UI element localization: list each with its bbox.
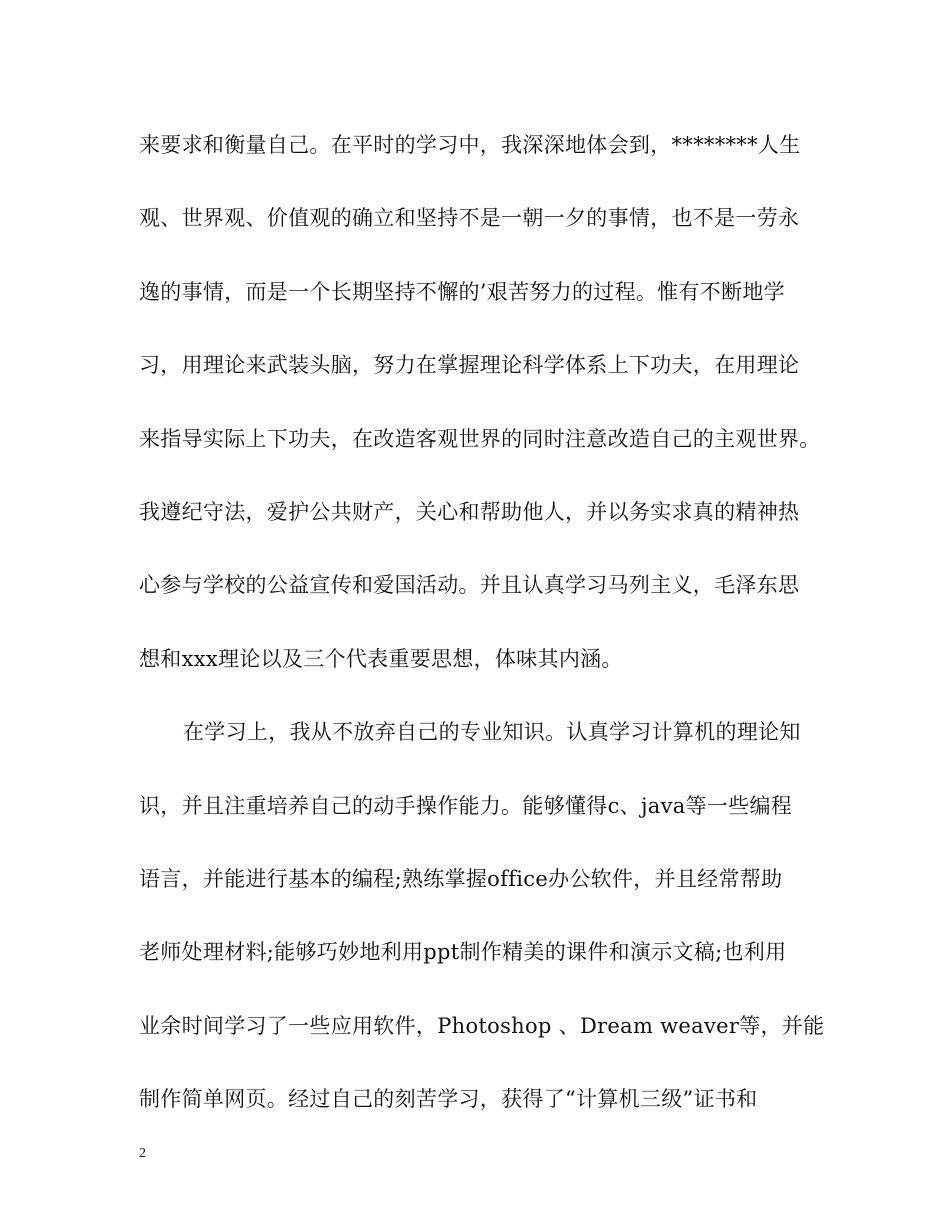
text-line: 心参与学校的公益宣传和爱国活动。并且认真学习马列主义，毛泽东思 xyxy=(139,573,800,598)
text-line: 想和xxx理论以及三个代表重要思想，体味其内涵。 xyxy=(139,646,623,671)
text-line: 语言，并能进行基本的编程;熟练掌握office办公软件，并且经常帮助 xyxy=(139,866,783,891)
text-line: 来要求和衡量自己。在平时的学习中，我深深地体会到，********人生 xyxy=(139,133,801,157)
page-number: 2 xyxy=(139,1146,146,1161)
text-line: 制作简单网页。经过自己的刻苦学习，获得了“计算机三级”证书和 xyxy=(139,1087,758,1112)
text-line: 逸的事情，而是一个长期坚持不懈的’艰苦努力的过程。惟有不断地学 xyxy=(139,279,785,304)
text-line: 业余时间学习了一些应用软件，Photoshop 、Dream weaver等，并能 xyxy=(139,1013,825,1038)
text-line: 老师处理材料;能够巧妙地利用ppt制作精美的课件和演示文稿;也利用 xyxy=(139,940,787,965)
text-line: 来指导实际上下功夫，在改造客观世界的同时注意改造自己的主观世界。 xyxy=(139,426,821,451)
text-line: 观、世界观、价值观的确立和坚持不是一朝一夕的事情，也不是一劳永 xyxy=(139,206,800,231)
text-line: 识，并且注重培养自己的动手操作能力。能够懂得c、java等一些编程 xyxy=(139,793,793,818)
text-line: 习，用理论来武装头脑，努力在掌握理论科学体系上下功夫，在用理论 xyxy=(139,353,800,378)
text-line: 我遵纪守法，爱护公共财产，关心和帮助他人，并以务实求真的精神热 xyxy=(139,499,800,524)
body-text xyxy=(139,122,829,1149)
paragraph-first-line: 在学习上，我从不放弃自己的专业知识。认真学习计算机的理论知 xyxy=(183,720,801,745)
